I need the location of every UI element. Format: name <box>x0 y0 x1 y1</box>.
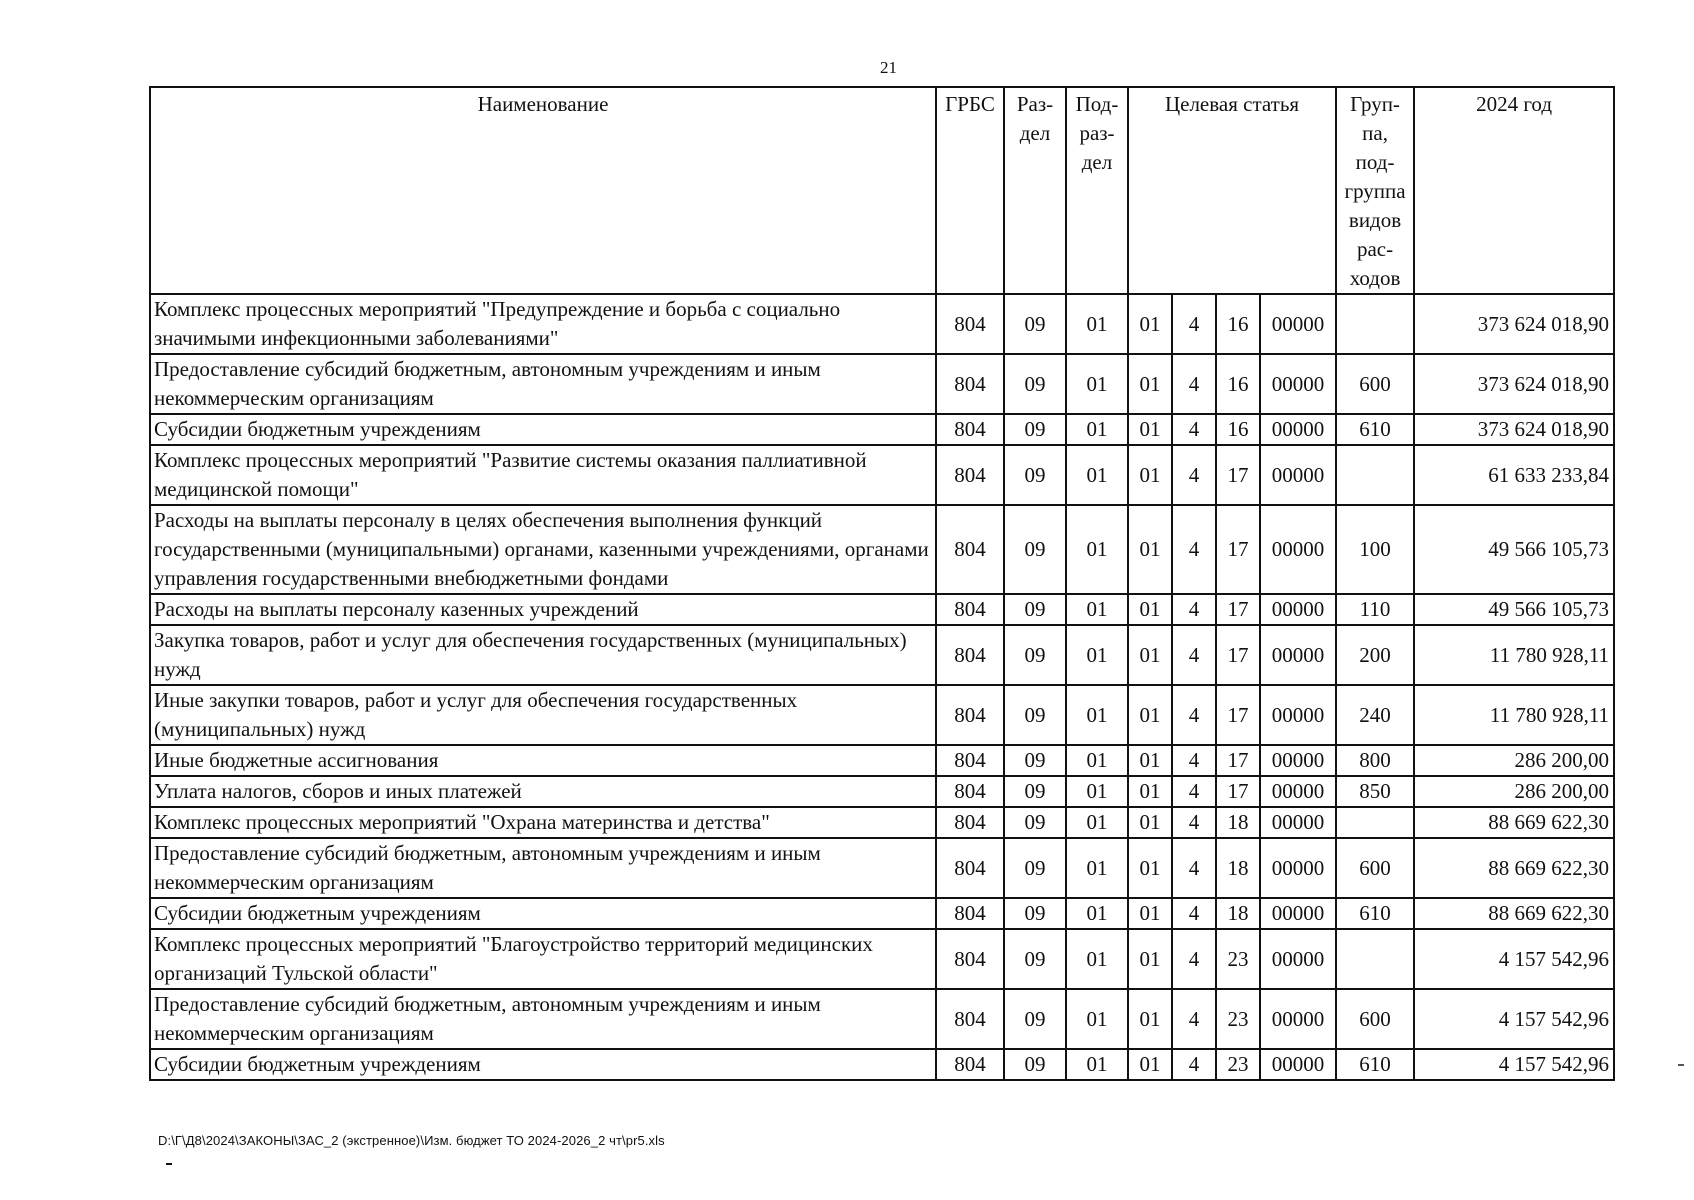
row-podrazdel: 01 <box>1066 445 1128 505</box>
row-celevaya-1: 01 <box>1128 505 1172 594</box>
row-grbs: 804 <box>936 838 1004 898</box>
row-celevaya-2: 4 <box>1172 989 1216 1049</box>
row-razdel: 09 <box>1004 1049 1066 1080</box>
row-celevaya-4: 00000 <box>1260 445 1336 505</box>
row-razdel: 09 <box>1004 807 1066 838</box>
row-celevaya-4: 00000 <box>1260 594 1336 625</box>
row-amount: 49 566 105,73 <box>1414 505 1614 594</box>
row-name: Комплекс процессных мероприятий "Благоустройство территорий медицинских организаций Тульской области" <box>150 929 936 989</box>
row-razdel: 09 <box>1004 625 1066 685</box>
row-grbs: 804 <box>936 776 1004 807</box>
row-razdel: 09 <box>1004 505 1066 594</box>
table-row <box>150 505 1614 594</box>
row-celevaya-2: 4 <box>1172 1049 1216 1080</box>
row-celevaya-4: 00000 <box>1260 625 1336 685</box>
header-podrazdel <box>1066 87 1128 294</box>
row-amount: 11 780 928,11 <box>1414 685 1614 745</box>
row-podrazdel: 01 <box>1066 685 1128 745</box>
row-celevaya-4: 00000 <box>1260 776 1336 807</box>
row-celevaya-1: 01 <box>1128 414 1172 445</box>
row-amount: 61 633 233,84 <box>1414 445 1614 505</box>
row-celevaya-2: 4 <box>1172 505 1216 594</box>
row-vid-rashodov: 800 <box>1336 745 1414 776</box>
row-name: Комплекс процессных мероприятий "Развитие системы оказания паллиативной медицинской помощи" <box>150 445 936 505</box>
header-gruppa-line: па, <box>1362 121 1388 145</box>
header-razdel-line: Раз- <box>1016 92 1054 116</box>
row-name: Иные бюджетные ассигнования <box>150 745 936 776</box>
row-grbs: 804 <box>936 898 1004 929</box>
header-razdel <box>1004 87 1066 294</box>
row-celevaya-1: 01 <box>1128 898 1172 929</box>
row-celevaya-4: 00000 <box>1260 989 1336 1049</box>
row-podrazdel: 01 <box>1066 807 1128 838</box>
row-razdel: 09 <box>1004 685 1066 745</box>
row-grbs: 804 <box>936 745 1004 776</box>
row-celevaya-2: 4 <box>1172 445 1216 505</box>
row-amount: 286 200,00 <box>1414 776 1614 807</box>
row-vid-rashodov: 600 <box>1336 354 1414 414</box>
row-razdel: 09 <box>1004 776 1066 807</box>
row-celevaya-2: 4 <box>1172 745 1216 776</box>
row-vid-rashodov <box>1336 807 1414 838</box>
row-name: Расходы на выплаты персоналу в целях обеспечения выполнения функций государственными (муниципальными) органами, казенными учреждениями, органами управления государственными внебюджетными фондами <box>150 505 936 594</box>
row-vid-rashodov: 240 <box>1336 685 1414 745</box>
table-row <box>150 898 1614 929</box>
row-grbs: 804 <box>936 807 1004 838</box>
row-grbs: 804 <box>936 414 1004 445</box>
header-grbs: ГРБС <box>936 87 1004 294</box>
row-celevaya-3: 23 <box>1216 989 1260 1049</box>
table-row <box>150 989 1614 1049</box>
row-celevaya-2: 4 <box>1172 929 1216 989</box>
table-header-row <box>150 87 1614 294</box>
row-celevaya-1: 01 <box>1128 989 1172 1049</box>
row-celevaya-3: 18 <box>1216 898 1260 929</box>
row-celevaya-4: 00000 <box>1260 807 1336 838</box>
row-vid-rashodov: 110 <box>1336 594 1414 625</box>
row-vid-rashodov: 610 <box>1336 898 1414 929</box>
row-celevaya-3: 17 <box>1216 745 1260 776</box>
row-celevaya-4: 00000 <box>1260 898 1336 929</box>
row-celevaya-4: 00000 <box>1260 1049 1336 1080</box>
row-name: Предоставление субсидий бюджетным, автономным учреждениям и иным некоммерческим организациям <box>150 989 936 1049</box>
row-celevaya-4: 00000 <box>1260 414 1336 445</box>
row-celevaya-1: 01 <box>1128 594 1172 625</box>
table-row <box>150 354 1614 414</box>
row-celevaya-4: 00000 <box>1260 745 1336 776</box>
row-amount: 88 669 622,30 <box>1414 898 1614 929</box>
row-amount: 49 566 105,73 <box>1414 594 1614 625</box>
footer-dash <box>166 1163 172 1165</box>
table-row <box>150 414 1614 445</box>
row-amount: 88 669 622,30 <box>1414 807 1614 838</box>
row-grbs: 804 <box>936 445 1004 505</box>
row-razdel: 09 <box>1004 294 1066 354</box>
row-amount: 286 200,00 <box>1414 745 1614 776</box>
row-celevaya-3: 17 <box>1216 685 1260 745</box>
row-celevaya-3: 17 <box>1216 445 1260 505</box>
row-celevaya-2: 4 <box>1172 898 1216 929</box>
row-podrazdel: 01 <box>1066 838 1128 898</box>
row-razdel: 09 <box>1004 898 1066 929</box>
row-celevaya-3: 18 <box>1216 807 1260 838</box>
row-amount: 4 157 542,96 <box>1414 929 1614 989</box>
row-vid-rashodov: 200 <box>1336 625 1414 685</box>
row-grbs: 804 <box>936 354 1004 414</box>
row-celevaya-1: 01 <box>1128 445 1172 505</box>
row-name: Комплекс процессных мероприятий "Предупреждение и борьба с социально значимыми инфекционными заболеваниями" <box>150 294 936 354</box>
row-vid-rashodov: 610 <box>1336 414 1414 445</box>
row-celevaya-2: 4 <box>1172 354 1216 414</box>
table-row <box>150 294 1614 354</box>
table-row <box>150 445 1614 505</box>
row-razdel: 09 <box>1004 929 1066 989</box>
row-podrazdel: 01 <box>1066 898 1128 929</box>
row-celevaya-2: 4 <box>1172 414 1216 445</box>
row-celevaya-3: 17 <box>1216 505 1260 594</box>
row-celevaya-4: 00000 <box>1260 294 1336 354</box>
row-vid-rashodov: 100 <box>1336 505 1414 594</box>
header-gruppa-line: группа <box>1344 179 1406 203</box>
row-celevaya-1: 01 <box>1128 625 1172 685</box>
row-podrazdel: 01 <box>1066 354 1128 414</box>
row-celevaya-2: 4 <box>1172 294 1216 354</box>
row-grbs: 804 <box>936 685 1004 745</box>
header-celevaya-statya: Целевая статья <box>1128 87 1336 294</box>
row-celevaya-4: 00000 <box>1260 505 1336 594</box>
row-celevaya-1: 01 <box>1128 807 1172 838</box>
row-amount: 373 624 018,90 <box>1414 294 1614 354</box>
row-vid-rashodov <box>1336 929 1414 989</box>
table-body <box>150 294 1614 1080</box>
table-row <box>150 929 1614 989</box>
header-razdel-line: дел <box>1019 121 1051 145</box>
row-name: Расходы на выплаты персоналу казенных учреждений <box>150 594 936 625</box>
row-podrazdel: 01 <box>1066 414 1128 445</box>
header-gruppa <box>1336 87 1414 294</box>
row-celevaya-4: 00000 <box>1260 354 1336 414</box>
row-grbs: 804 <box>936 1049 1004 1080</box>
table-row <box>150 625 1614 685</box>
row-vid-rashodov: 610 <box>1336 1049 1414 1080</box>
row-amount: 4 157 542,96 <box>1414 989 1614 1049</box>
budget-table <box>149 86 1615 1081</box>
row-name: Субсидии бюджетным учреждениям <box>150 898 936 929</box>
row-celevaya-2: 4 <box>1172 685 1216 745</box>
row-vid-rashodov: 600 <box>1336 838 1414 898</box>
table-row <box>150 807 1614 838</box>
row-celevaya-3: 16 <box>1216 414 1260 445</box>
row-celevaya-2: 4 <box>1172 838 1216 898</box>
row-razdel: 09 <box>1004 989 1066 1049</box>
row-celevaya-4: 00000 <box>1260 838 1336 898</box>
row-podrazdel: 01 <box>1066 929 1128 989</box>
row-podrazdel: 01 <box>1066 745 1128 776</box>
row-name: Уплата налогов, сборов и иных платежей <box>150 776 936 807</box>
table-row <box>150 745 1614 776</box>
header-gruppa-line: видов <box>1348 208 1402 232</box>
row-celevaya-3: 17 <box>1216 594 1260 625</box>
row-podrazdel: 01 <box>1066 594 1128 625</box>
row-celevaya-4: 00000 <box>1260 929 1336 989</box>
header-gruppa-line: ходов <box>1349 266 1401 290</box>
row-celevaya-1: 01 <box>1128 685 1172 745</box>
row-amount: 4 157 542,96 <box>1414 1049 1614 1080</box>
header-year: 2024 год <box>1414 87 1614 294</box>
row-grbs: 804 <box>936 929 1004 989</box>
row-grbs: 804 <box>936 989 1004 1049</box>
header-podrazdel-line: раз- <box>1079 121 1115 145</box>
row-razdel: 09 <box>1004 745 1066 776</box>
row-name: Субсидии бюджетным учреждениям <box>150 1049 936 1080</box>
table-row <box>150 838 1614 898</box>
row-razdel: 09 <box>1004 838 1066 898</box>
row-podrazdel: 01 <box>1066 776 1128 807</box>
row-razdel: 09 <box>1004 354 1066 414</box>
row-podrazdel: 01 <box>1066 1049 1128 1080</box>
row-name: Закупка товаров, работ и услуг для обеспечения государственных (муниципальных) нужд <box>150 625 936 685</box>
row-grbs: 804 <box>936 294 1004 354</box>
row-amount: 373 624 018,90 <box>1414 354 1614 414</box>
row-grbs: 804 <box>936 505 1004 594</box>
row-celevaya-1: 01 <box>1128 929 1172 989</box>
row-celevaya-1: 01 <box>1128 776 1172 807</box>
row-celevaya-3: 16 <box>1216 294 1260 354</box>
page-number: 21 <box>880 58 897 77</box>
margin-dash <box>1678 1064 1684 1066</box>
row-vid-rashodov <box>1336 445 1414 505</box>
header-name: Наименование <box>150 87 936 294</box>
row-celevaya-3: 23 <box>1216 1049 1260 1080</box>
header-gruppa-line: рас- <box>1356 237 1394 261</box>
row-celevaya-1: 01 <box>1128 1049 1172 1080</box>
header-gruppa-line: под- <box>1355 150 1395 174</box>
row-celevaya-3: 16 <box>1216 354 1260 414</box>
row-grbs: 804 <box>936 625 1004 685</box>
row-celevaya-2: 4 <box>1172 625 1216 685</box>
row-celevaya-2: 4 <box>1172 807 1216 838</box>
table-row <box>150 1049 1614 1080</box>
header-podrazdel-line: Под- <box>1075 92 1119 116</box>
table-row <box>150 685 1614 745</box>
row-razdel: 09 <box>1004 414 1066 445</box>
row-celevaya-1: 01 <box>1128 745 1172 776</box>
row-celevaya-1: 01 <box>1128 838 1172 898</box>
row-podrazdel: 01 <box>1066 989 1128 1049</box>
row-celevaya-2: 4 <box>1172 594 1216 625</box>
table-row <box>150 776 1614 807</box>
table-row <box>150 594 1614 625</box>
row-celevaya-3: 23 <box>1216 929 1260 989</box>
row-celevaya-3: 17 <box>1216 625 1260 685</box>
row-celevaya-1: 01 <box>1128 354 1172 414</box>
row-razdel: 09 <box>1004 594 1066 625</box>
header-gruppa-line: Груп- <box>1350 92 1400 116</box>
row-podrazdel: 01 <box>1066 505 1128 594</box>
row-grbs: 804 <box>936 594 1004 625</box>
row-vid-rashodov: 850 <box>1336 776 1414 807</box>
row-celevaya-2: 4 <box>1172 776 1216 807</box>
row-vid-rashodov <box>1336 294 1414 354</box>
row-amount: 11 780 928,11 <box>1414 625 1614 685</box>
row-celevaya-3: 18 <box>1216 838 1260 898</box>
row-name: Иные закупки товаров, работ и услуг для обеспечения государственных (муниципальных) нужд <box>150 685 936 745</box>
file-path-footer: D:\Г\Д8\2024\ЗАКОНЫ\ЗАС_2 (экстренное)\Изм. бюджет ТО 2024-2026_2 чт\pr5.xls <box>158 1133 665 1148</box>
header-podrazdel-line: дел <box>1081 150 1113 174</box>
row-vid-rashodov: 600 <box>1336 989 1414 1049</box>
row-razdel: 09 <box>1004 445 1066 505</box>
row-amount: 373 624 018,90 <box>1414 414 1614 445</box>
row-podrazdel: 01 <box>1066 294 1128 354</box>
row-celevaya-3: 17 <box>1216 776 1260 807</box>
row-name: Комплекс процессных мероприятий "Охрана материнства и детства" <box>150 807 936 838</box>
row-name: Субсидии бюджетным учреждениям <box>150 414 936 445</box>
row-celevaya-1: 01 <box>1128 294 1172 354</box>
row-celevaya-4: 00000 <box>1260 685 1336 745</box>
row-name: Предоставление субсидий бюджетным, автономным учреждениям и иным некоммерческим организациям <box>150 838 936 898</box>
row-amount: 88 669 622,30 <box>1414 838 1614 898</box>
row-name: Предоставление субсидий бюджетным, автономным учреждениям и иным некоммерческим организациям <box>150 354 936 414</box>
row-podrazdel: 01 <box>1066 625 1128 685</box>
